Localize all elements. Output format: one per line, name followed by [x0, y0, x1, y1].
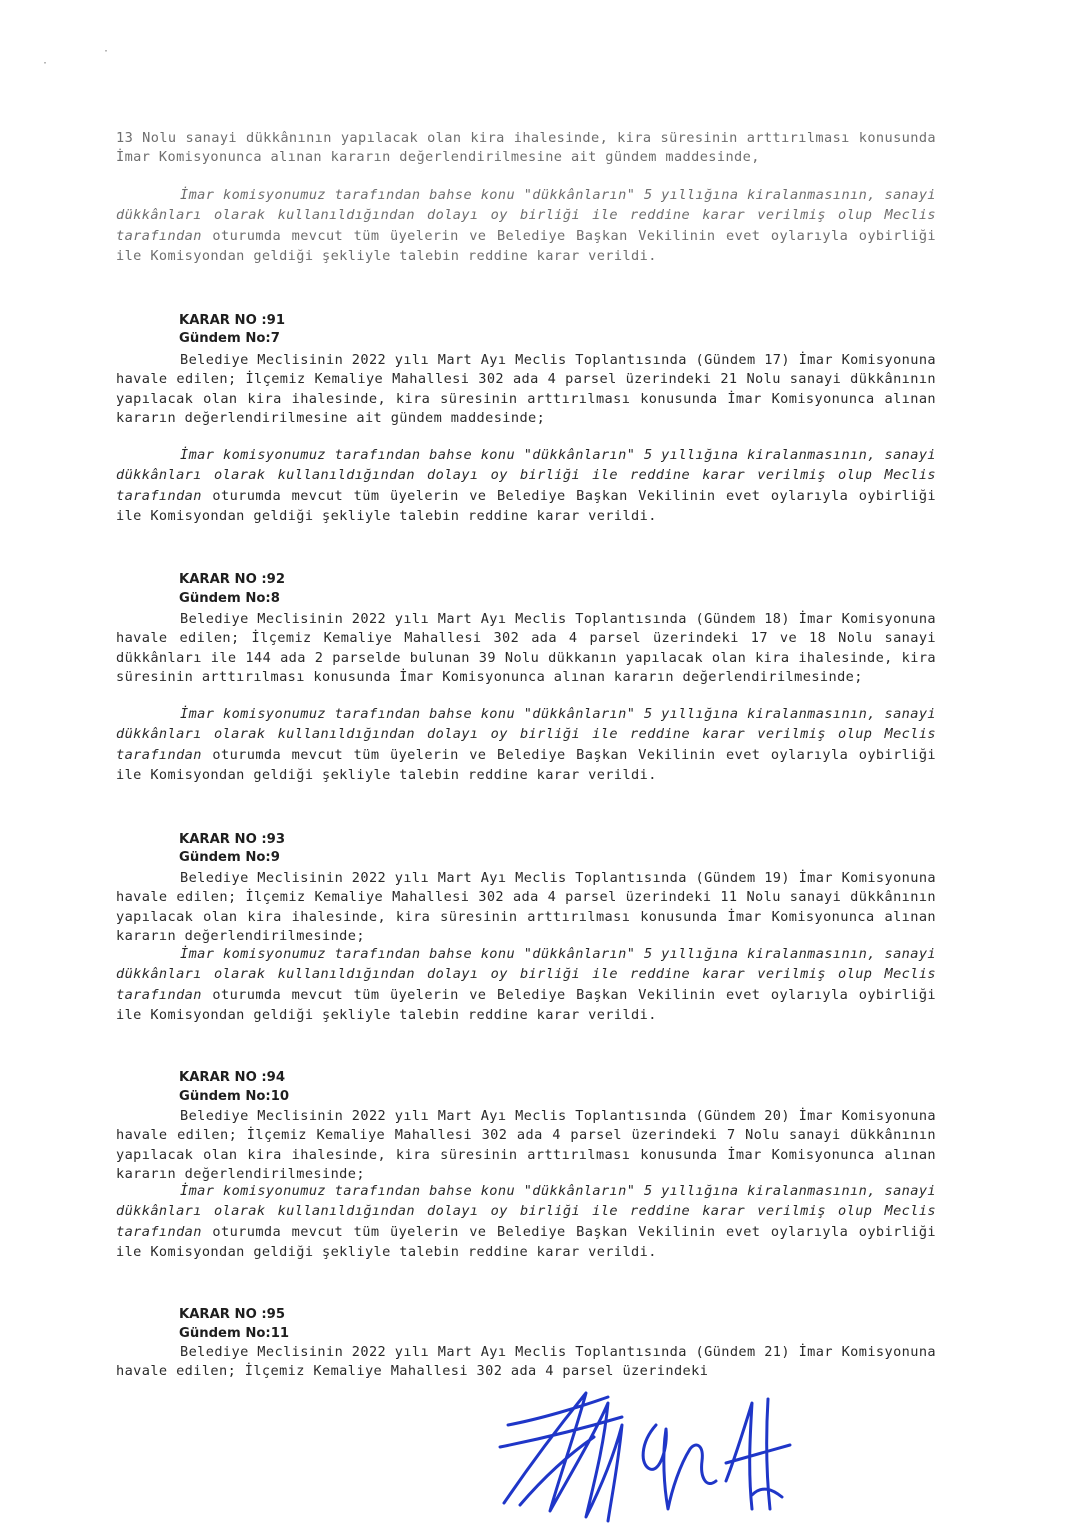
decision-body	[116, 944, 936, 1026]
continued-item-decision	[116, 185, 936, 267]
decision-rest: oturumda mevcut tüm üyelerin ve Belediye Başkan Vekilinin evet oylarıyla oybirliği ile Komisyondan geldiği şekliyle talebin reddine karar verildi.	[116, 986, 936, 1024]
agenda-number: Gündem No:9	[179, 850, 280, 865]
decision-italic: İmar komisyonumuz tarafından bahse konu "dükkânların" 5 yıllığına kiralanmasının, sanayi dükkânları olarak kullanıldığından dolayı oy birliği ile reddine karar verilmiş olup Meclis tarafından	[116, 706, 936, 763]
signature-middle	[643, 1425, 716, 1509]
decision-text: Belediye Meclisinin 2022 yılı Mart Ayı Meclis Toplantısında (Gündem 18) İmar Komisyonuna havale edilen; İlçemiz Kemaliye Mahallesi 302 ada 4 parsel üzerindeki 17 ve 18 Nolu sanayi dükkânları ile 144 ada 2 parselde bulunan 39 Nolu dükkanın yapılacak olan kira ihalesinde, kira süresinin arttırılması konusunda İmar Komisyonunca alınan kararın değerlendirilmesinde;	[116, 611, 936, 686]
signature-left	[500, 1393, 622, 1521]
handwritten-signatures	[490, 1385, 800, 1525]
scan-speck: ·	[103, 46, 110, 57]
continued-item-text: 13 Nolu sanayi dükkânının yapılacak olan kira ihalesinde, kira süresinin arttırılması konusunda İmar Komisyonunca alınan kararın değerlendirilmesine ait gündem maddesinde,	[116, 130, 936, 166]
decision-body	[116, 1181, 936, 1263]
agenda-number: Gündem No:10	[179, 1089, 290, 1104]
decision-italic: İmar komisyonumuz tarafından bahse konu "dükkânların" 5 yıllığına kiralanmasının, sanayi dükkânları olarak kullanıldığından dolayı oy birliği ile reddine karar verilmiş olup Meclis tarafından	[116, 946, 936, 1003]
decision-body	[116, 445, 936, 527]
decision-number: KARAR NO :91	[179, 313, 285, 328]
decision-rest: oturumda mevcut tüm üyelerin ve Belediye Başkan Vekilinin evet oylarıyla oybirliği ile Komisyondan geldiği şekliyle talebin reddine karar verildi.	[116, 746, 936, 784]
agenda-number: Gündem No:7	[179, 331, 280, 346]
decision-italic: İmar komisyonumuz tarafından bahse konu "dükkânların" 5 yıllığına kiralanmasının, sanayi dükkânları olarak kullanıldığından dolayı oy birliği ile reddine karar verilmiş olup Meclis tarafından	[116, 1183, 936, 1240]
agenda-number: Gündem No:11	[179, 1326, 290, 1341]
decision-number: KARAR NO :95	[179, 1307, 285, 1322]
decision-number: KARAR NO :92	[179, 572, 285, 587]
decision-rest: oturumda mevcut tüm üyelerin ve Belediye Başkan Vekilinin evet oylarıyla oybirliği ile Komisyondan geldiği şekliyle talebin reddine karar verildi.	[116, 1223, 936, 1261]
agenda-number: Gündem No:8	[179, 591, 280, 606]
decision-body	[116, 704, 936, 786]
scan-speck: ·	[42, 58, 49, 69]
decision-text: Belediye Meclisinin 2022 yılı Mart Ayı Meclis Toplantısında (Gündem 19) İmar Komisyonuna havale edilen; İlçemiz Kemaliye Mahallesi 302 ada 4 parsel üzerindeki 11 Nolu sanayi dükkânının yapılacak olan kira ihalesinde, kira süresinin arttırılması konusunda İmar Komisyonunca alınan kararın değerlendirilmesinde;	[116, 870, 936, 945]
signature-ink	[500, 1393, 790, 1521]
decision-text: Belediye Meclisinin 2022 yılı Mart Ayı Meclis Toplantısında (Gündem 20) İmar Komisyonuna havale edilen; İlçemiz Kemaliye Mahallesi 302 ada 4 parsel üzerindeki 7 Nolu sanayi dükkânının yapılacak olan kira ihalesinde, kira süresinin arttırılması konusunda İmar Komisyonunca alınan kararın değerlendirilmesinde;	[116, 1108, 936, 1183]
decision-rest: oturumda mevcut tüm üyelerin ve Belediye Başkan Vekilinin evet oylarıyla oybirliği ile Komisyondan geldiği şekliyle talebin reddine karar verildi.	[116, 227, 936, 265]
signature-right	[726, 1399, 790, 1509]
decision-text: Belediye Meclisinin 2022 yılı Mart Ayı Meclis Toplantısında (Gündem 21) İmar Komisyonuna havale edilen; İlçemiz Kemaliye Mahallesi 302 ada 4 parsel üzerindeki	[116, 1344, 936, 1380]
decision-italic: İmar komisyonumuz tarafından bahse konu "dükkânların" 5 yıllığına kiralanmasının, sanayi dükkânları olarak kullanıldığından dolayı oy birliği ile reddine karar verilmiş olup Meclis tarafından	[116, 447, 936, 504]
decision-text: Belediye Meclisinin 2022 yılı Mart Ayı Meclis Toplantısında (Gündem 17) İmar Komisyonuna havale edilen; İlçemiz Kemaliye Mahallesi 302 ada 4 parsel üzerindeki 21 Nolu sanayi dükkânının yapılacak olan kira ihalesinde, kira süresinin arttırılması konusunda İmar Komisyonunca alınan kararın değerlendirilmesine ait gündem maddesinde;	[116, 352, 936, 427]
decision-rest: oturumda mevcut tüm üyelerin ve Belediye Başkan Vekilinin evet oylarıyla oybirliği ile Komisyondan geldiği şekliyle talebin reddine karar verildi.	[116, 487, 936, 525]
decision-italic: İmar komisyonumuz tarafından bahse konu "dükkânların" 5 yıllığına kiralanmasının, sanayi dükkânları olarak kullanıldığından dolayı oy birliği ile reddine karar verilmiş olup Meclis tarafından	[116, 187, 936, 244]
decision-number: KARAR NO :93	[179, 832, 285, 847]
decision-number: KARAR NO :94	[179, 1070, 285, 1085]
